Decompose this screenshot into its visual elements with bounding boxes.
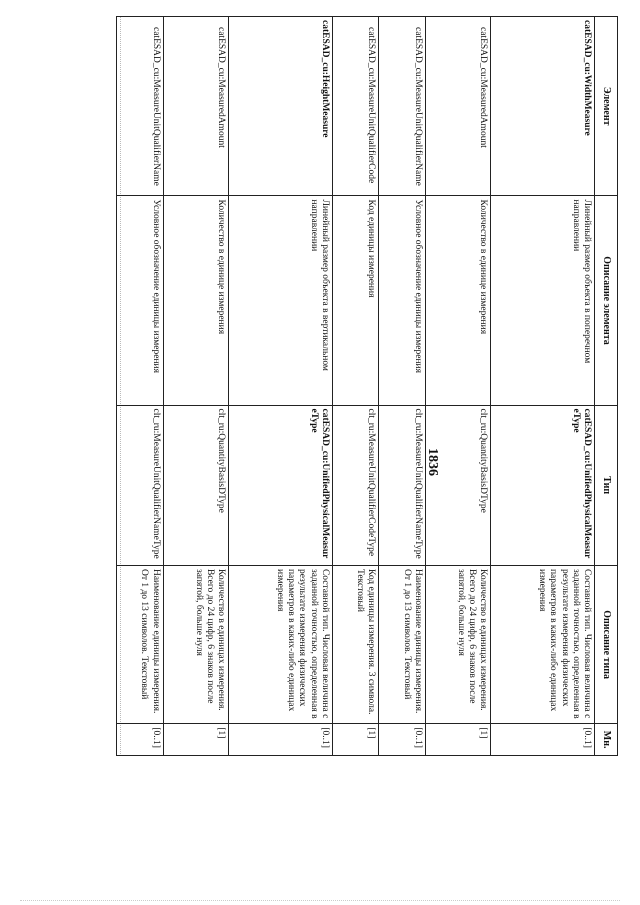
cell-type-desc: Составной тип. Числовая величина с заданной точностью, определенная в результате измерения физических параметров в каких-либо единицах измерения bbox=[229, 565, 333, 723]
cell-element-desc: Условное обозначение единицы измерения bbox=[379, 196, 426, 405]
cell-mn: [0..1] bbox=[379, 724, 426, 756]
header-type-desc: Описание типа bbox=[595, 565, 618, 723]
header-element-desc: Описание элемента bbox=[595, 196, 618, 405]
cell-mn: [0..1] bbox=[491, 724, 595, 756]
cell-type-desc: Количество в единицах измерения. Всего до 24 цифр, 6 знаков после запятой, больше нуля bbox=[163, 565, 229, 723]
header-element: Элемент bbox=[595, 17, 618, 196]
header-mn: Мн. bbox=[595, 724, 618, 756]
cell-element-desc: Линейный размер объекта в поперечном направлении bbox=[491, 196, 595, 405]
schema-table bbox=[116, 16, 618, 756]
cell-type: catESAD_cu:UnifiedPhysicalMeasureType bbox=[229, 405, 333, 565]
cell-type: catESAD_cu:UnifiedPhysicalMeasureType bbox=[491, 405, 595, 565]
cell-type: clt_ru:MeasureUnitQualifierNameType bbox=[117, 405, 164, 565]
cell-element-desc: Количество в единице измерения bbox=[163, 196, 229, 405]
cell-element-desc: Код единицы измерения bbox=[332, 196, 379, 405]
cell-element-desc: Количество в единице измерения bbox=[425, 196, 491, 405]
table-row bbox=[163, 17, 229, 756]
table-row bbox=[229, 17, 333, 756]
scan-border-line bbox=[20, 900, 620, 902]
rotated-table-container bbox=[116, 16, 618, 756]
cell-element: catESAD_cu:MeasuredAmount bbox=[163, 17, 229, 196]
cell-type-desc: Составной тип. Числовая величина с заданной точностью, определенная в результате измерения физических параметров в каких-либо единицах измерения bbox=[491, 565, 595, 723]
header-type: Тип bbox=[595, 405, 618, 565]
cell-type: clt_ru:QuantityBasisDType bbox=[163, 405, 229, 565]
cell-mn: [0..1] bbox=[117, 724, 164, 756]
cell-type-desc: Наименование единицы измерения. От 1 до 13 символов. Текстовый bbox=[117, 565, 164, 723]
cell-mn: [1] bbox=[163, 724, 229, 756]
table-row bbox=[491, 17, 595, 756]
cell-element: catESAD_cu:MeasureUnitQualifierName bbox=[117, 17, 164, 196]
cell-element: catESAD_cu:MeasureUnitQualifierName bbox=[379, 17, 426, 196]
table-row bbox=[117, 17, 164, 756]
table-row bbox=[332, 17, 379, 756]
cell-element-desc: Линейный размер объекта в вертикальном направлении bbox=[229, 196, 333, 405]
table-row bbox=[425, 17, 491, 756]
cell-mn: [1] bbox=[425, 724, 491, 756]
table-row bbox=[379, 17, 426, 756]
cell-type-desc: Код единицы измерения. 3 символа. Текстовый bbox=[332, 565, 379, 723]
cell-element: catESAD_cu:MeasureUnitQualifierCode bbox=[332, 17, 379, 196]
cell-element: catESAD_cu:WidthMeasure bbox=[491, 17, 595, 196]
cell-mn: [1] bbox=[332, 724, 379, 756]
cell-type-desc: Количество в единицах измерения. Всего до 24 цифр, 6 знаков после запятой, больше нуля bbox=[425, 565, 491, 723]
cell-element: catESAD_cu:MeasuredAmount bbox=[425, 17, 491, 196]
cell-type: clt_ru:QuantityBasisDType bbox=[425, 405, 491, 565]
cell-type: clt_ru:MeasureUnitQualifierCodeType bbox=[332, 405, 379, 565]
cell-type: clt_ru:MeasureUnitQualifierNameType bbox=[379, 405, 426, 565]
cell-element: catESAD_cu:HeightMeasure bbox=[229, 17, 333, 196]
table-header-row bbox=[595, 17, 618, 756]
cell-element-desc: Условное обозначение единицы измерения bbox=[117, 196, 164, 405]
cell-type-desc: Наименование единицы измерения. От 1 до 13 символов. Текстовый bbox=[379, 565, 426, 723]
cell-mn: [0..1] bbox=[229, 724, 333, 756]
page-number: 1836 bbox=[425, 448, 440, 476]
